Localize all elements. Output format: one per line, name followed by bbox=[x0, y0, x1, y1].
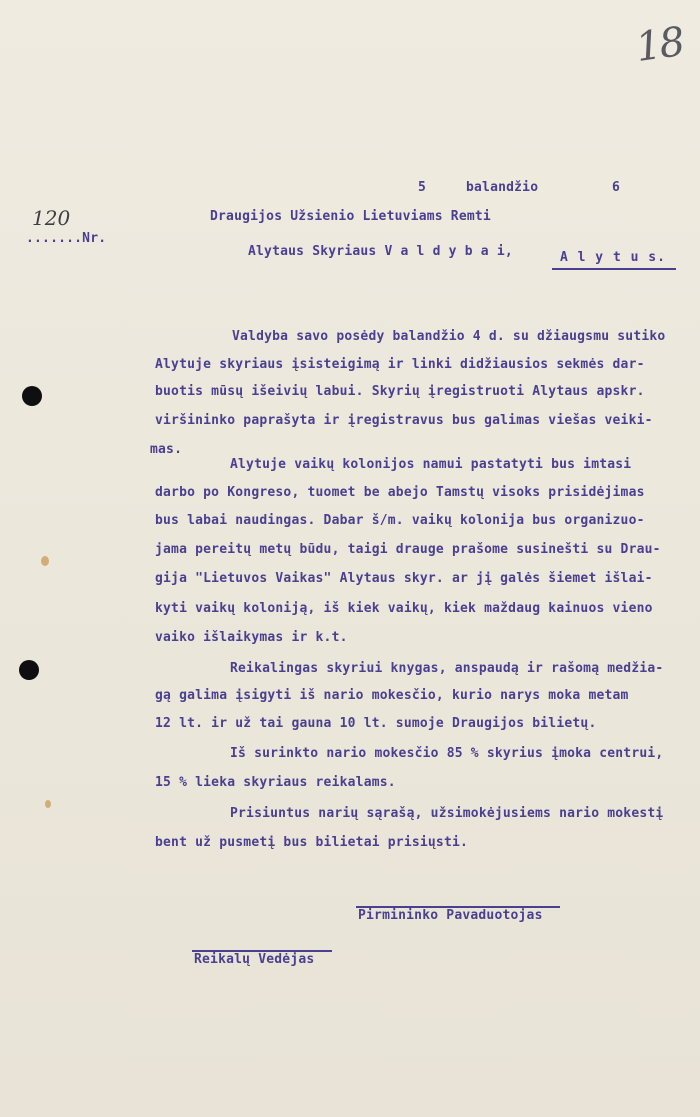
addressee-line1: Draugijos Užsienio Lietuviams Remti bbox=[210, 209, 491, 224]
punch-hole-bottom bbox=[19, 660, 39, 680]
addressee-line2: Alytaus Skyriaus V a l d y b a i, bbox=[248, 244, 513, 259]
folio-number: 18 bbox=[633, 18, 686, 72]
body-line: viršininko paprašyta ir įregistravus bus galimas viešas veiki- bbox=[155, 413, 653, 428]
body-line: Prisiuntus narių sąrašą, užsimokėjusiems nario mokestį bbox=[230, 806, 664, 821]
body-line: Reikalingas skyriui knygas, anspaudą ir rašomą medžia- bbox=[230, 661, 664, 676]
signature-chair-deputy: Pirmininko Pavaduotojas bbox=[358, 908, 543, 923]
body-line: darbo po Kongreso, tuomet be abejo Tamstų visoks prisidėjimas bbox=[155, 485, 645, 500]
punch-hole-top bbox=[22, 386, 42, 406]
body-line: Alytuje vaikų kolonijos namui pastatyti bus imtasi bbox=[230, 457, 632, 472]
body-line: Alytuje skyriaus įsisteigimą ir linki didžiausios sekmės dar- bbox=[155, 357, 645, 372]
date-month: balandžio bbox=[466, 180, 539, 195]
city-underline bbox=[552, 268, 676, 270]
body-line: kyti vaikų koloniją, iš kiek vaikų, kiek maždaug kainuos vieno bbox=[155, 601, 653, 616]
addressee-city: A l y t u s. bbox=[560, 250, 666, 265]
date-day: 5 bbox=[418, 180, 427, 195]
number-label: .......Nr. bbox=[26, 231, 107, 246]
body-line: gija "Lietuvos Vaikas" Alytaus skyr. ar jį galės šiemet išlai- bbox=[155, 571, 653, 586]
body-line: vaiko išlaikymas ir k.t. bbox=[155, 630, 348, 645]
body-line: 12 lt. ir už tai gauna 10 lt. sumoje Draugijos bilietų. bbox=[155, 716, 597, 731]
body-line: Valdyba savo posėdy balandžio 4 d. su džiaugsmu sutiko bbox=[232, 329, 666, 344]
paper-stain bbox=[45, 800, 51, 808]
body-line: bus labai naudingas. Dabar š/m. vaikų kolonija bus organizuo- bbox=[155, 513, 645, 528]
body-line: bent už pusmetį bus bilietai prisiųsti. bbox=[155, 835, 469, 850]
handwritten-number: 120 bbox=[32, 206, 71, 230]
paper-stain bbox=[41, 556, 49, 566]
body-line: gą galima įsigyti iš nario mokesčio, kurio narys moka metam bbox=[155, 688, 629, 703]
date-year: 6 bbox=[612, 180, 621, 195]
signature-secretary: Reikalų Vedėjas bbox=[194, 952, 315, 967]
body-line: 15 % lieka skyriaus reikalams. bbox=[155, 775, 396, 790]
body-line: jama pereitų metų būdu, taigi drauge prašome susinešti su Drau- bbox=[155, 542, 661, 557]
body-line: Iš surinkto nario mokesčio 85 % skyrius įmoka centrui, bbox=[230, 746, 664, 761]
body-line: mas. bbox=[150, 442, 183, 457]
body-line: buotis mūsų išeivių labui. Skyrių įregistruoti Alytaus apskr. bbox=[155, 384, 645, 399]
